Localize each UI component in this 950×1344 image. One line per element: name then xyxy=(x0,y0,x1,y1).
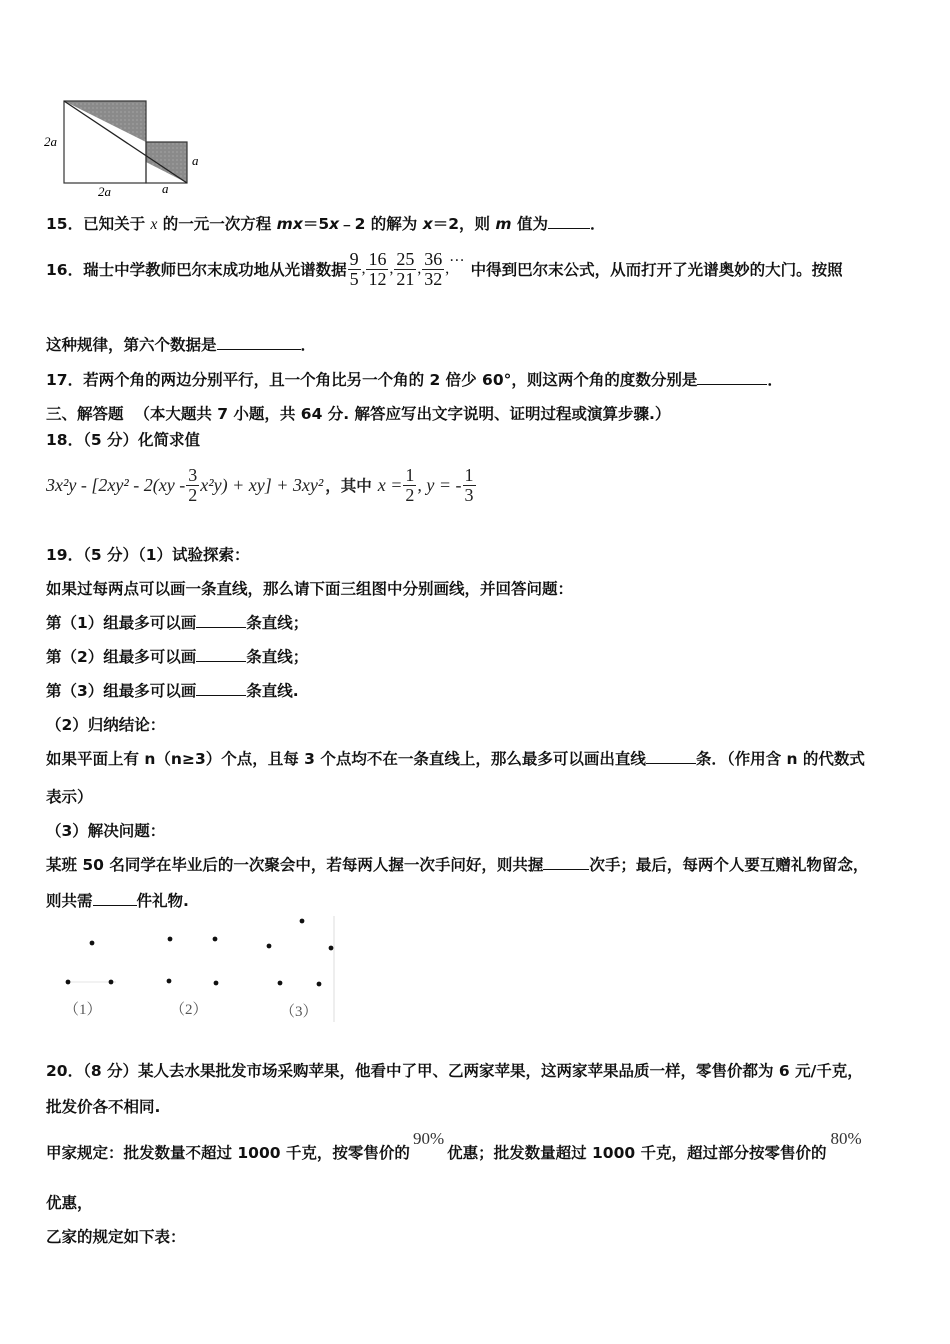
q19-group2: 第（2）组最多可以画 条直线； xyxy=(46,648,309,666)
label-bottom-small: a xyxy=(162,181,169,196)
point xyxy=(168,937,173,942)
q19-problem: 某班 50 名同学在毕业后的一次聚会中，若每两人握一次手问好，则共握 次手；最后，每两个人要互赠礼物留念， xyxy=(46,856,869,874)
answer-blank-gifts[interactable] xyxy=(93,891,137,906)
fig-label-1: （1） xyxy=(64,1002,102,1018)
label-bottom-big: 2a xyxy=(98,184,111,199)
question-17: 17．若两个角的两边分别平行，且一个角比另一个角的 2 倍少 60°，则这两个角的度数分别是 ． xyxy=(46,371,783,389)
answer-blank-15[interactable] xyxy=(548,214,590,229)
percent-80: 80% xyxy=(830,1129,862,1148)
points-figure xyxy=(56,912,340,1024)
answer-blank-19-3[interactable] xyxy=(196,681,246,696)
answer-blank-19-n[interactable] xyxy=(646,749,696,764)
answer-blank-19-1[interactable] xyxy=(196,613,246,628)
percent-90: 90% xyxy=(412,1129,445,1148)
answer-blank-17[interactable] xyxy=(697,370,767,385)
fraction-4: $\frac{36}{32}$ xyxy=(424,248,443,289)
q20-jia-end: 优惠， xyxy=(46,1194,93,1212)
q19-problem-end: 则共需 件礼物. xyxy=(46,892,189,910)
point xyxy=(278,981,283,986)
q19-group3: 第（3）组最多可以画 条直线. xyxy=(46,682,299,700)
fig-label-3: （3） xyxy=(280,1004,318,1020)
point xyxy=(66,980,71,985)
shaded-region-small xyxy=(146,142,187,183)
question-20-line1: 20．（8 分）某人去水果批发市场采购苹果，他看中了甲、乙两家苹果，这两家苹果品质一样，零售价都为 6 元/千克， xyxy=(46,1062,863,1080)
fig-label-2: （2） xyxy=(170,1002,208,1018)
question-18-header: 18．（5 分）化简求值 xyxy=(46,431,201,449)
q19-group1: 第（1）组最多可以画 条直线； xyxy=(46,614,309,632)
question-20-line2: 批发价各不相同. xyxy=(46,1098,161,1116)
fraction-1: $\frac{9}{5}$ xyxy=(349,248,359,289)
point xyxy=(300,919,305,924)
section-3-heading: 三、解答题 （本大题共 7 小题，共 64 分. 解答应写出文字说明、证明过程或演算步骤.） xyxy=(46,405,671,423)
point xyxy=(90,941,95,946)
q20-yi-rule: 乙家的规定如下表： xyxy=(46,1228,186,1246)
answer-blank-handshakes[interactable] xyxy=(543,855,589,870)
point xyxy=(317,982,322,987)
q19-conclusion: 如果平面上有 n（n≥3）个点，且每 3 个点均不在一条直线上，那么最多可以画出直线 条．（作用含 n 的代数式 xyxy=(46,750,865,768)
point xyxy=(329,946,334,951)
question-16-line2: 这种规律，第六个数据是 ． xyxy=(46,336,317,354)
label-left: 2a xyxy=(44,134,57,149)
q20-jia-rule: 甲家规定：批发数量不超过 1000 千克，按零售价的90%优惠；批发数量超过 1000 千克，超过部分按零售价的80% xyxy=(46,1129,862,1162)
q19-part2: （2）归纳结论： xyxy=(46,716,166,734)
question-15: 15．已知关于 x 的一元一次方程 mx＝5x﹣2 的解为 x＝2，则 m 值为 ． xyxy=(46,215,606,233)
point xyxy=(214,981,219,986)
q19-part3: （3）解决问题： xyxy=(46,822,166,840)
q18-expression: 3x²y - [2xy² - 2(xy - $\frac{3}{2}$ x²y) + xy] + 3xy² ，其中 x = $\frac{1}{2}$ , y = - $\frac{1}{3}$ xyxy=(46,464,474,505)
point xyxy=(109,980,114,985)
point xyxy=(267,944,272,949)
question-19-header: 19．（5 分）（1）试验探索： xyxy=(46,546,250,564)
shaded-triangle-large xyxy=(64,101,146,142)
label-right: a xyxy=(192,153,199,168)
fraction-2: $\frac{16}{12}$ xyxy=(368,248,387,289)
answer-blank-19-2[interactable] xyxy=(196,647,246,662)
square-diagram xyxy=(40,95,210,200)
point xyxy=(167,979,172,984)
q19-conclusion-end: 表示） xyxy=(46,788,93,806)
question-16-line1: 16． 瑞士中学教师巴尔末成功地从光谱数据 $\frac{9}{5}$ , $\frac{16}{12}$ , $\frac{25}{21}$ , $\frac{36}{32}$ , … 中得到巴尔末公式，从而打开了光谱奥妙的大门。按照 xyxy=(46,248,843,289)
fraction-3: $\frac{25}{21}$ xyxy=(396,248,415,289)
q19-intro: 如果过每两点可以画一条直线，那么请下面三组图中分别画线，并回答问题： xyxy=(46,580,574,598)
point xyxy=(213,937,218,942)
answer-blank-16[interactable] xyxy=(217,335,301,350)
